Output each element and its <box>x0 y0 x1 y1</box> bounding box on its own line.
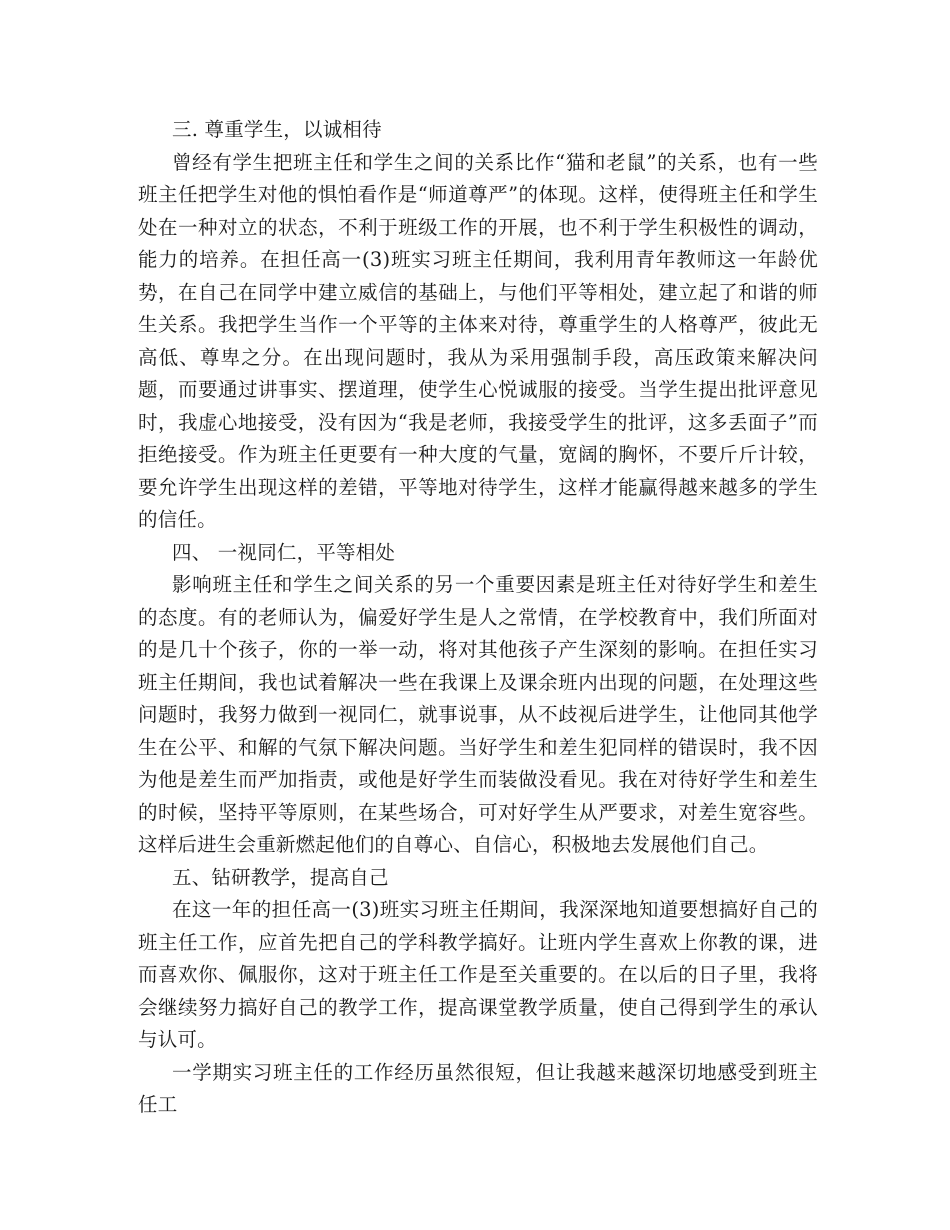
section-heading-3: 三. 尊重学生，以诚相待 <box>172 118 382 141</box>
paragraph-equal-treatment: 影响班主任和学生之间关系的另一个重要因素是班主任对待好学生和差生的态度。有的老师认为，偏爱好学生是人之常情，在学校教育中，我们所面对的是几十个孩子，你的一举一动，将对其他孩子产生深刻的影响。在担任实习班主任期间，我也试着解决一些在我课上及课余班内出现的问题，在处理这些问题时，我努力做到一视同仁，就事说事，从不歧视后进学生，让他同其他学生在公平、和解的气氛下解决问题。当好学生和差生犯同样的错误时，我不因为他是差生而严加指责，或他是好学生而装做没看见。我在对待好学生和差生的时候，坚持平等原则，在某些场合，可对好学生从严要求，对差生宽容些。这样后进生会重新燃起他们的自尊心、自信心，积极地去发展他们自己。 <box>138 573 818 856</box>
section-heading-4: 四、 一视同仁，平等相处 <box>172 540 396 564</box>
section-heading-5: 五、钻研教学，提高自己 <box>172 865 389 889</box>
paragraph-teaching-improvement: 在这一年的担任高一(3)班实习班主任期间，我深深地知道要想搞好自己的班主任工作，应首先把自己的学科教学搞好。让班内学生喜欢上你教的课，进而喜欢你、佩服你，这对于班主任工作是至关重要的。在以后的日子里，我将会继续努力搞好自己的教学工作，提高课堂教学质量，使自己得到学生的承认与认可。 <box>138 898 818 1051</box>
document-body <box>138 114 818 1122</box>
paragraph-respect-students: 曾经有学生把班主任和学生之间的关系比作“猫和老鼠”的关系，也有一些班主任把学生对他的惧怕看作是“师道尊严”的体现。这样，使得班主任和学生处在一种对立的状态，不利于班级工作的开展，也不利于学生积极性的调动，能力的培养。在担任高一(3)班实习班主任期间，我利用青年教师这一年龄优势，在自己在同学中建立威信的基础上，与他们平等相处，建立起了和谐的师生关系。我把学生当作一个平等的主体来对待，尊重学生的人格尊严，彼此无高低、尊卑之分。在出现问题时，我从为采用强制手段，高压政策来解决问题，而要通过讲事实、摆道理，使学生心悦诚服的接受。当学生提出批评意见时，我虚心地接受，没有因为“我是老师，我接受学生的批评，这多丢面子”而拒绝接受。作为班主任更要有一种大度的气量，宽阔的胸怀，不要斤斤计较，要允许学生出现这样的差错，平等地对待学生，这样才能赢得越来越多的学生的信任。 <box>138 150 818 531</box>
paragraph-conclusion-start: 一学期实习班主任的工作经历虽然很短，但让我越来越深切地感受到班主任工 <box>138 1060 818 1116</box>
